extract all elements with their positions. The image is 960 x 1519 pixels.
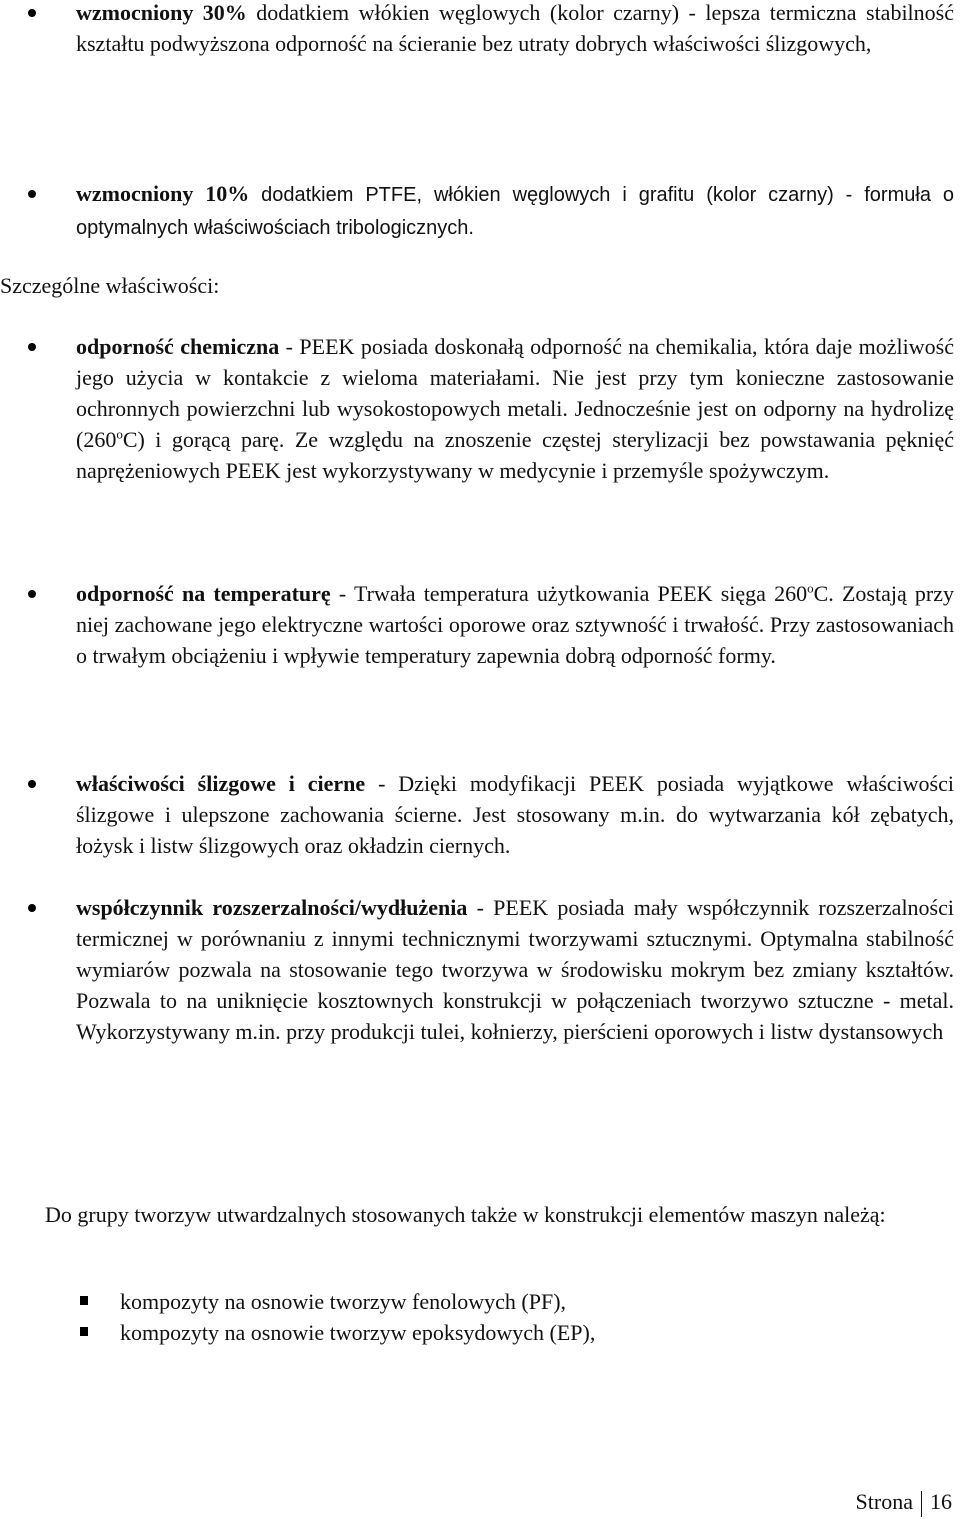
item-term: wzmocniony 10% [76, 181, 250, 206]
list-item [76, 0, 954, 59]
list-item [120, 1286, 566, 1317]
bullet-icon [28, 9, 36, 17]
list-item [76, 178, 954, 244]
degree-sup: o [807, 580, 814, 596]
bullet-icon [28, 904, 36, 912]
item-term: odporność chemiczna [76, 334, 280, 359]
footer-label: Strona [855, 1489, 913, 1514]
item-text: kompozyty na osnowie tworzyw epoksydowych (EP), [120, 1320, 596, 1345]
bullet-icon [28, 590, 36, 598]
item-term: współczynnik rozszerzalności/wydłużenia [76, 895, 468, 920]
item-term: odporność na temperaturę [76, 581, 331, 606]
bullet-icon [28, 343, 36, 351]
page-number: 16 [930, 1489, 952, 1514]
item-text: kompozyty na osnowie tworzyw fenolowych (PF), [120, 1289, 567, 1314]
page-footer [856, 1486, 952, 1517]
item-text: - PEEK posiada doskonałą odporność na chemikalia, która daje możliwość jego użycia w kontakcie z wieloma materiałami. Nie jest przy tym konieczne zastosowanie ochronnych powierzchni lub wysokostopowych metali. Jednocześnie jest on odporny na hydrolizę (260 [76, 334, 954, 452]
item-text: dodatkiem PTFE, włókien węglowych i grafitu (kolor czarny) - formuła o optymalnych właściwościach tribologicznych. [76, 184, 954, 239]
section-label: Szczególne właściwości: [0, 273, 220, 298]
item-term: właściwości ślizgowe i cierne [76, 771, 366, 796]
degree-sup: o [116, 426, 123, 442]
item-text: - Trwała temperatura użytkowania PEEK sięga 260 [330, 581, 808, 606]
list-item [76, 768, 954, 861]
bullet-icon [28, 190, 36, 198]
item-text: C. Zostają przy niej zachowane jego elektryczne wartości oporowe oraz sztywność i trwałość. Przy zastosowaniach o trwałym obciążeniu i wpływie temperatury zapewnia dobrą odporność formy. [76, 581, 955, 668]
item-text: C) i gorącą parę. Ze względu na znoszenie częstej sterylizacji bez powstawania pęknięć naprężeniowych PEEK jest wykorzystywany w medycynie i przemyśle spożywczym. [76, 427, 954, 483]
list-item [120, 1317, 595, 1348]
list-item [76, 578, 954, 671]
item-text: dodatkiem włókien węglowych (kolor czarny) - lepsza termiczna stabilność kształtu podwyższona odporność na ścieranie bez utraty dobrych właściwości ślizgowych, [76, 0, 954, 56]
square-bullet-icon [80, 1296, 88, 1305]
list-item [76, 892, 954, 1047]
bullet-icon [28, 780, 36, 788]
intro-paragraph: Do grupy tworzyw utwardzalnych stosowanych także w konstrukcji elementów maszyn należą: [45, 1202, 886, 1227]
item-text: - Dzięki modyfikacji PEEK posiada wyjątkowe właściwości ślizgowe i ulepszone zachowania ścierne. Jest stosowany m.in. do wytwarzania kół zębatych, łożysk i listw ślizgowych oraz okładzin ciernych. [76, 771, 954, 858]
footer-divider [921, 1491, 922, 1517]
item-text: - PEEK posiada mały współczynnik rozszerzalności termicznej w porównaniu z innymi technicznymi tworzywami sztucznymi. Optymalna stabilność wymiarów pozwala na stosowanie tego tworzywa w środowisku mokrym bez zmiany kształtów. Pozwala to na uniknięcie kosztownych konstrukcji w połączeniach tworzywo sztuczne - metal. Wykorzystywany m.in. przy produkcji tulei, kołnierzy, pierścieni oporowych i listw dystansowych [76, 895, 954, 1044]
square-bullet-icon [80, 1327, 88, 1336]
item-term: wzmocniony 30% [76, 0, 247, 25]
list-item [76, 331, 954, 486]
